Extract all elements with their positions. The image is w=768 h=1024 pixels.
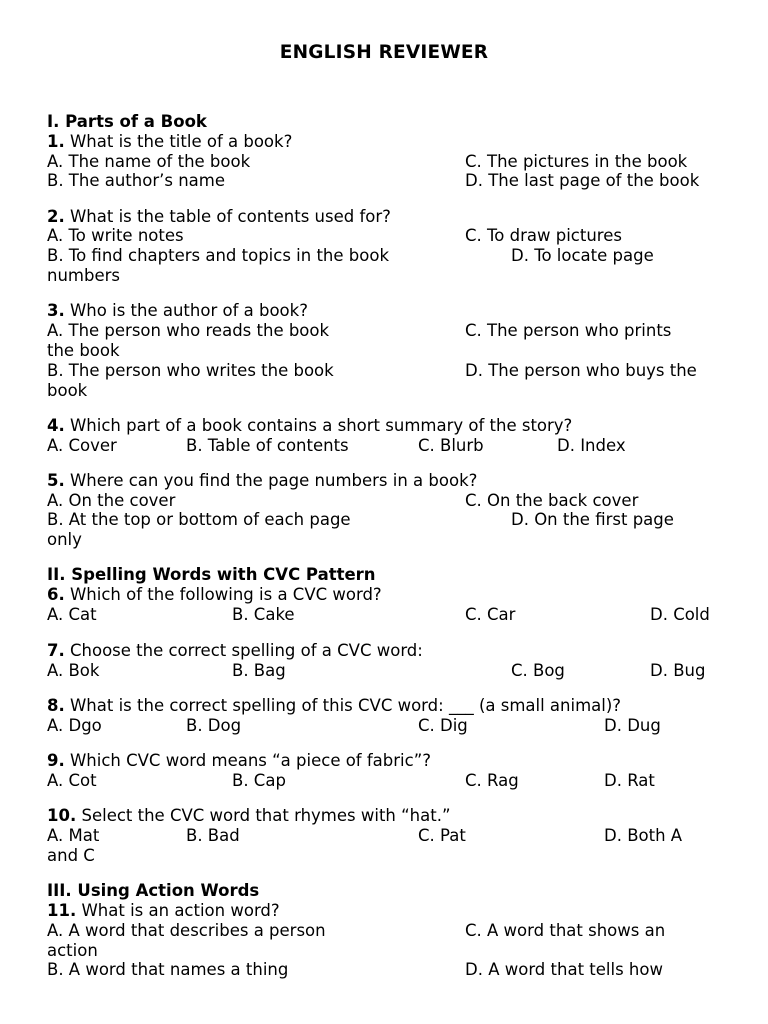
option-b: B. Bag <box>232 661 286 680</box>
option-c: C. The pictures in the book <box>465 152 688 171</box>
option-a: A. The name of the book <box>47 152 251 171</box>
option-wrap: book <box>47 381 88 400</box>
question-text: Which CVC word means “a piece of fabric”? <box>64 751 432 770</box>
option-wrap: only <box>47 530 82 549</box>
option-c: C. To draw pictures <box>465 226 622 245</box>
option-a: A. The person who reads the book <box>47 321 330 340</box>
question-number: 5. <box>47 471 65 490</box>
question-10 <box>47 806 451 826</box>
option-wrap: action <box>47 941 98 960</box>
option-a: A. A word that describes a person <box>47 921 326 940</box>
question-text: Choose the correct spelling of a CVC word: <box>64 641 423 660</box>
option-a: A. On the cover <box>47 491 176 510</box>
question-text: Which part of a book contains a short summary of the story? <box>64 416 573 435</box>
option-c: C. Pat <box>418 826 466 845</box>
option-d: D. On the first page <box>511 510 674 529</box>
question-number: 9. <box>47 751 65 770</box>
option-d: D. Cold <box>650 605 710 624</box>
question-number: 6. <box>47 585 65 604</box>
option-c: C. Dig <box>418 716 468 735</box>
option-c: C. Rag <box>465 771 519 790</box>
question-text: What is an action word? <box>76 901 280 920</box>
question-number: 10. <box>47 806 77 825</box>
option-d: D. Dug <box>604 716 661 735</box>
option-b: B. At the top or bottom of each page <box>47 510 351 529</box>
question-text: What is the title of a book? <box>64 132 293 151</box>
option-a: A. To write notes <box>47 226 184 245</box>
question-7 <box>47 641 423 661</box>
option-a: A. Mat <box>47 826 100 845</box>
question-number: 4. <box>47 416 65 435</box>
question-number: 2. <box>47 207 65 226</box>
section-heading: I. Parts of a Book <box>47 112 207 131</box>
question-8 <box>47 696 621 716</box>
question-number: 3. <box>47 301 65 320</box>
option-a: A. Cot <box>47 771 97 790</box>
option-b: B. Dog <box>186 716 242 735</box>
question-9 <box>47 751 431 771</box>
question-3 <box>47 301 308 321</box>
question-1 <box>47 132 292 152</box>
option-d: D. To locate page <box>511 246 654 265</box>
option-c: C. A word that shows an <box>465 921 666 940</box>
option-d: D. Both A <box>604 826 683 845</box>
option-wrap: and C <box>47 846 95 865</box>
option-c: C. Bog <box>511 661 565 680</box>
option-b: B. Table of contents <box>186 436 349 455</box>
question-text: What is the table of contents used for? <box>64 207 391 226</box>
option-a: A. Bok <box>47 661 100 680</box>
question-2 <box>47 207 391 227</box>
question-number: 1. <box>47 132 65 151</box>
question-number: 11. <box>47 901 77 920</box>
question-number: 8. <box>47 696 65 715</box>
option-b: B. To find chapters and topics in the book <box>47 246 390 265</box>
question-text: Where can you find the page numbers in a book? <box>64 471 478 490</box>
option-c: C. Car <box>465 605 516 624</box>
question-text: What is the correct spelling of this CVC word: ___ (a small animal)? <box>64 696 622 715</box>
option-b: B. Cake <box>232 605 295 624</box>
option-b: B. Bad <box>186 826 240 845</box>
option-d: D. The person who buys the <box>465 361 697 380</box>
section-heading: III. Using Action Words <box>47 881 260 900</box>
question-4 <box>47 416 572 436</box>
option-b: B. The person who writes the book <box>47 361 334 380</box>
option-d: D. Bug <box>650 661 706 680</box>
option-a: A. Cat <box>47 605 97 624</box>
question-11 <box>47 901 280 921</box>
document-title: ENGLISH REVIEWER <box>279 42 489 63</box>
question-5 <box>47 471 477 491</box>
option-wrap: the book <box>47 341 120 360</box>
option-b: B. A word that names a thing <box>47 960 289 979</box>
question-text: Who is the author of a book? <box>64 301 308 320</box>
question-number: 7. <box>47 641 65 660</box>
option-wrap: numbers <box>47 266 120 285</box>
option-d: D. Rat <box>604 771 655 790</box>
option-c: C. Blurb <box>418 436 484 455</box>
question-6 <box>47 585 382 605</box>
option-d: D. Index <box>557 436 626 455</box>
question-text: Which of the following is a CVC word? <box>64 585 382 604</box>
option-d: D. The last page of the book <box>465 171 700 190</box>
section-heading: II. Spelling Words with CVC Pattern <box>47 565 376 584</box>
question-text: Select the CVC word that rhymes with “hat.” <box>76 806 451 825</box>
option-b: B. The author’s name <box>47 171 225 190</box>
option-b: B. Cap <box>232 771 286 790</box>
option-d: D. A word that tells how <box>465 960 663 979</box>
option-a: A. Cover <box>47 436 117 455</box>
option-a: A. Dgo <box>47 716 102 735</box>
option-c: C. On the back cover <box>465 491 639 510</box>
option-c: C. The person who prints <box>465 321 672 340</box>
